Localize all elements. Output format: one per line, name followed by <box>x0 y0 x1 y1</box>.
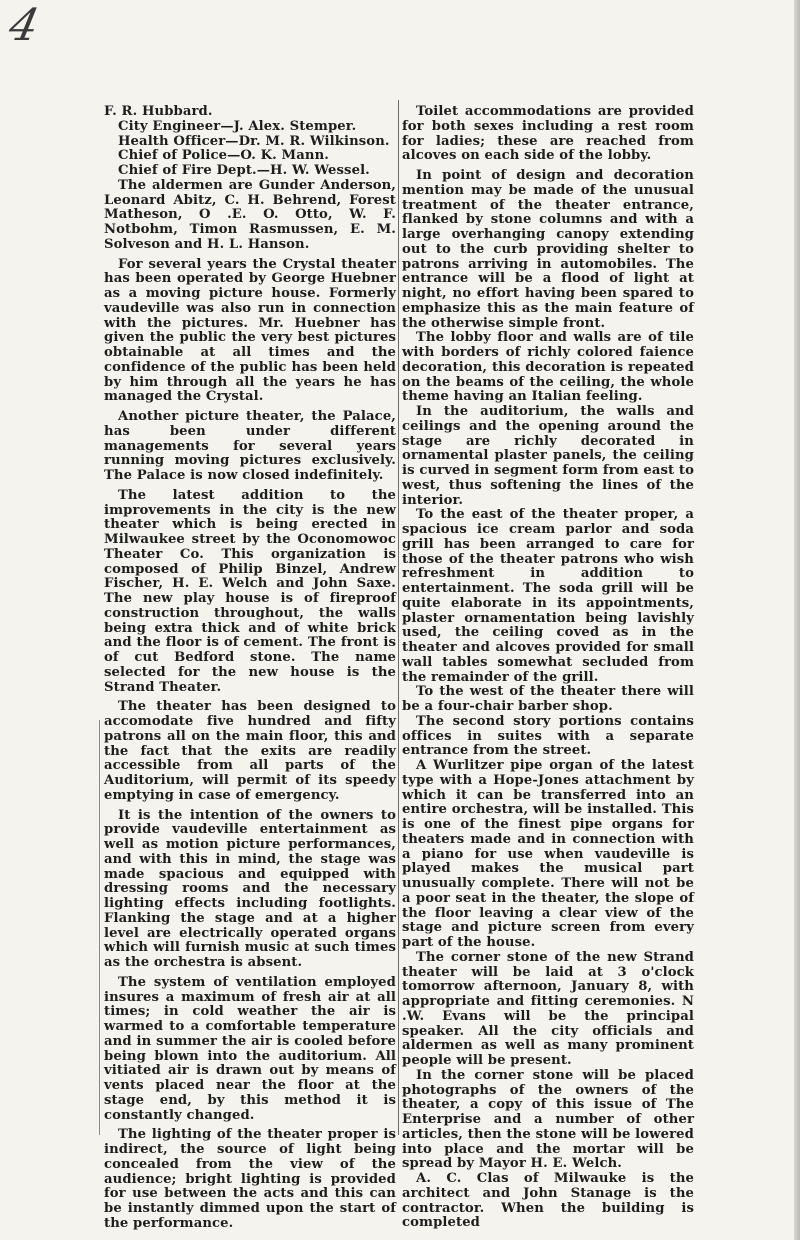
page-number: 4 <box>4 0 44 51</box>
article-paragraph: The latest addition to the improvements in the city is the new theater which is being erected in Milwaukee street by the Oconomowoc Theater Co. This organization is composed of Philip Binzel, Andrew Fischer, H. E. Welch and John Saxe. The new play house is of fireproof construction throughout, the walls being extra thick and of white brick and the floor is of cement. The front is of cut Bedford stone. The name selected for the new house is the Strand Theater. <box>104 487 396 695</box>
article-paragraph: In the auditorium, the walls and ceilings and the opening around the stage are richly decorated in ornamental plaster panels, the ceiling is curved in segment form from east to west, thus softening the lines of the interior. <box>402 404 694 508</box>
article-paragraph: Another picture theater, the Palace, has been under different managements for several years running moving pictures exclusively. The Palace is now closed indefinitely. <box>104 409 396 483</box>
article-paragraph: The theater has been designed to accomodate five hundred and fifty patrons all on the main floor, this and the fact that the exits are readily accessible from all parts of the Auditorium, will permit of its speedy emptying in case of emergency. <box>104 699 396 803</box>
article-paragraph: To the east of the theater proper, a spacious ice cream parlor and soda grill has been arranged to care for those of the theater patrons who wish refreshment in addition to entertainment. The soda grill will be quite elaborate in its appointments, plaster ornamentation being lavishly used, the ceiling coved as in the theater and alcoves provided for small wall tables somewhat secluded from the remainder of the grill. <box>402 507 694 685</box>
article-paragraph: Toilet accommodations are provided for both sexes including a rest room for ladies; these are reached from alcoves on each side of the lobby. <box>402 104 694 164</box>
right-column <box>402 104 694 1231</box>
article-paragraph: The system of ventilation employed insures a maximum of fresh air at all times; in cold weather the air is warmed to a comfortable temperature and in summer the air is cooled before being blown into the auditorium. All vitiated air is drawn out by means of vents placed near the floor at the stage end, by this method it is constantly changed. <box>104 974 396 1123</box>
article-paragraph: A Wurlitzer pipe organ of the latest type with a Hope-Jones attachment by which it can be transferred into an entire orchestra, will be installed. This is one of the finest pipe organs for theaters made and in connection with a piano for use when vaudeville is played makes the musical part unusually complete. There will not be a poor seat in the theater, the slope of the floor leaving a clear view of the stage and picture screen from every part of the house. <box>402 758 694 950</box>
officer-line: Chief of Police—O. K. Mann. <box>118 148 329 164</box>
left-column <box>104 104 396 1231</box>
article-paragraph: In point of design and decoration mention may be made of the unusual treatment of the theater entrance, flanked by stone columns and with a large overhanging canopy extending out to the curb providing shelter to patrons arriving in automobiles. The entrance will be a flood of light at night, no effort having been spared to emphasize this as the main feature of the otherwise simple front. <box>402 168 694 331</box>
officer-line: City Engineer—J. Alex. Stemper. <box>118 118 357 134</box>
article-paragraph: In the corner stone will be placed photographs of the owners of the theater, a copy of this issue of The Enterprise and a number of other articles, then the stone will be lowered into place and the mortar will be spread by Mayor H. E. Welch. <box>402 1067 694 1172</box>
column-divider <box>398 100 399 1135</box>
article-paragraph: A. C. Clas of Milwauke is the architect and John Stanage is the contractor. When the building is completed <box>402 1171 694 1231</box>
margin-rule <box>99 720 100 1135</box>
article-paragraph: The corner stone of the new Strand theater will be laid at 3 o'clock tomorrow afternoon, January 8, with appropriate and fitting ceremonies. N .W. Evans will be the principal speaker. All the city officials and aldermen as well as many prominent people will be present. <box>402 949 694 1068</box>
officer-line: F. R. Hubbard. <box>104 104 213 119</box>
article-paragraph: To the west of the theater there will be a four-chair barber shop. <box>402 684 694 714</box>
officer-line: Health Officer—Dr. M. R. Wilkinson. <box>118 133 390 149</box>
officer-line: Chief of Fire Dept.—H. W. Wessel. <box>118 163 370 178</box>
article-paragraph: The second story portions contains offices in suites with a separate entrance from the street. <box>402 713 694 759</box>
article-paragraph: The aldermen are Gunder Anderson, Leonard Abitz, C. H. Behrend, Forest Matheson, O .E. O. Otto, W. F. Notbohm, Timon Rasmussen, E. M. Solveson and H. L. Hanson. <box>104 177 396 252</box>
article-paragraph: The lobby floor and walls are of tile with borders of richly colored faience decoration, this decoration is repeated on the beams of the ceiling, the whole theme having an Italian feeling. <box>402 330 694 405</box>
article-paragraph: It is the intention of the owners to provide vaudeville entertainment as well as motion picture performances, and with this in mind, the stage was made spacious and equipped with dressing rooms and the necessary lighting effects including footlights. Flanking the stage and at a higher level are electrically operated organs which will furnish music at such times as the orchestra is absent. <box>104 807 396 970</box>
article-paragraph: For several years the Crystal theater has been operated by George Huebner as a moving picture house. Formerly vaudeville was also run in connection with the pictures. Mr. Huebner has given the public the very best pictures obtainable at all times and the confidence of the public has been held by him through all the years he has managed the Crystal. <box>104 256 396 405</box>
scan-edge <box>794 0 800 1240</box>
article-paragraph: The lighting of the theater proper is indirect, the source of light being concealed from the view of the audience; bright lighting is provided for use between the acts and this can be instantly dimmed upon the start of the performance. <box>104 1127 396 1231</box>
